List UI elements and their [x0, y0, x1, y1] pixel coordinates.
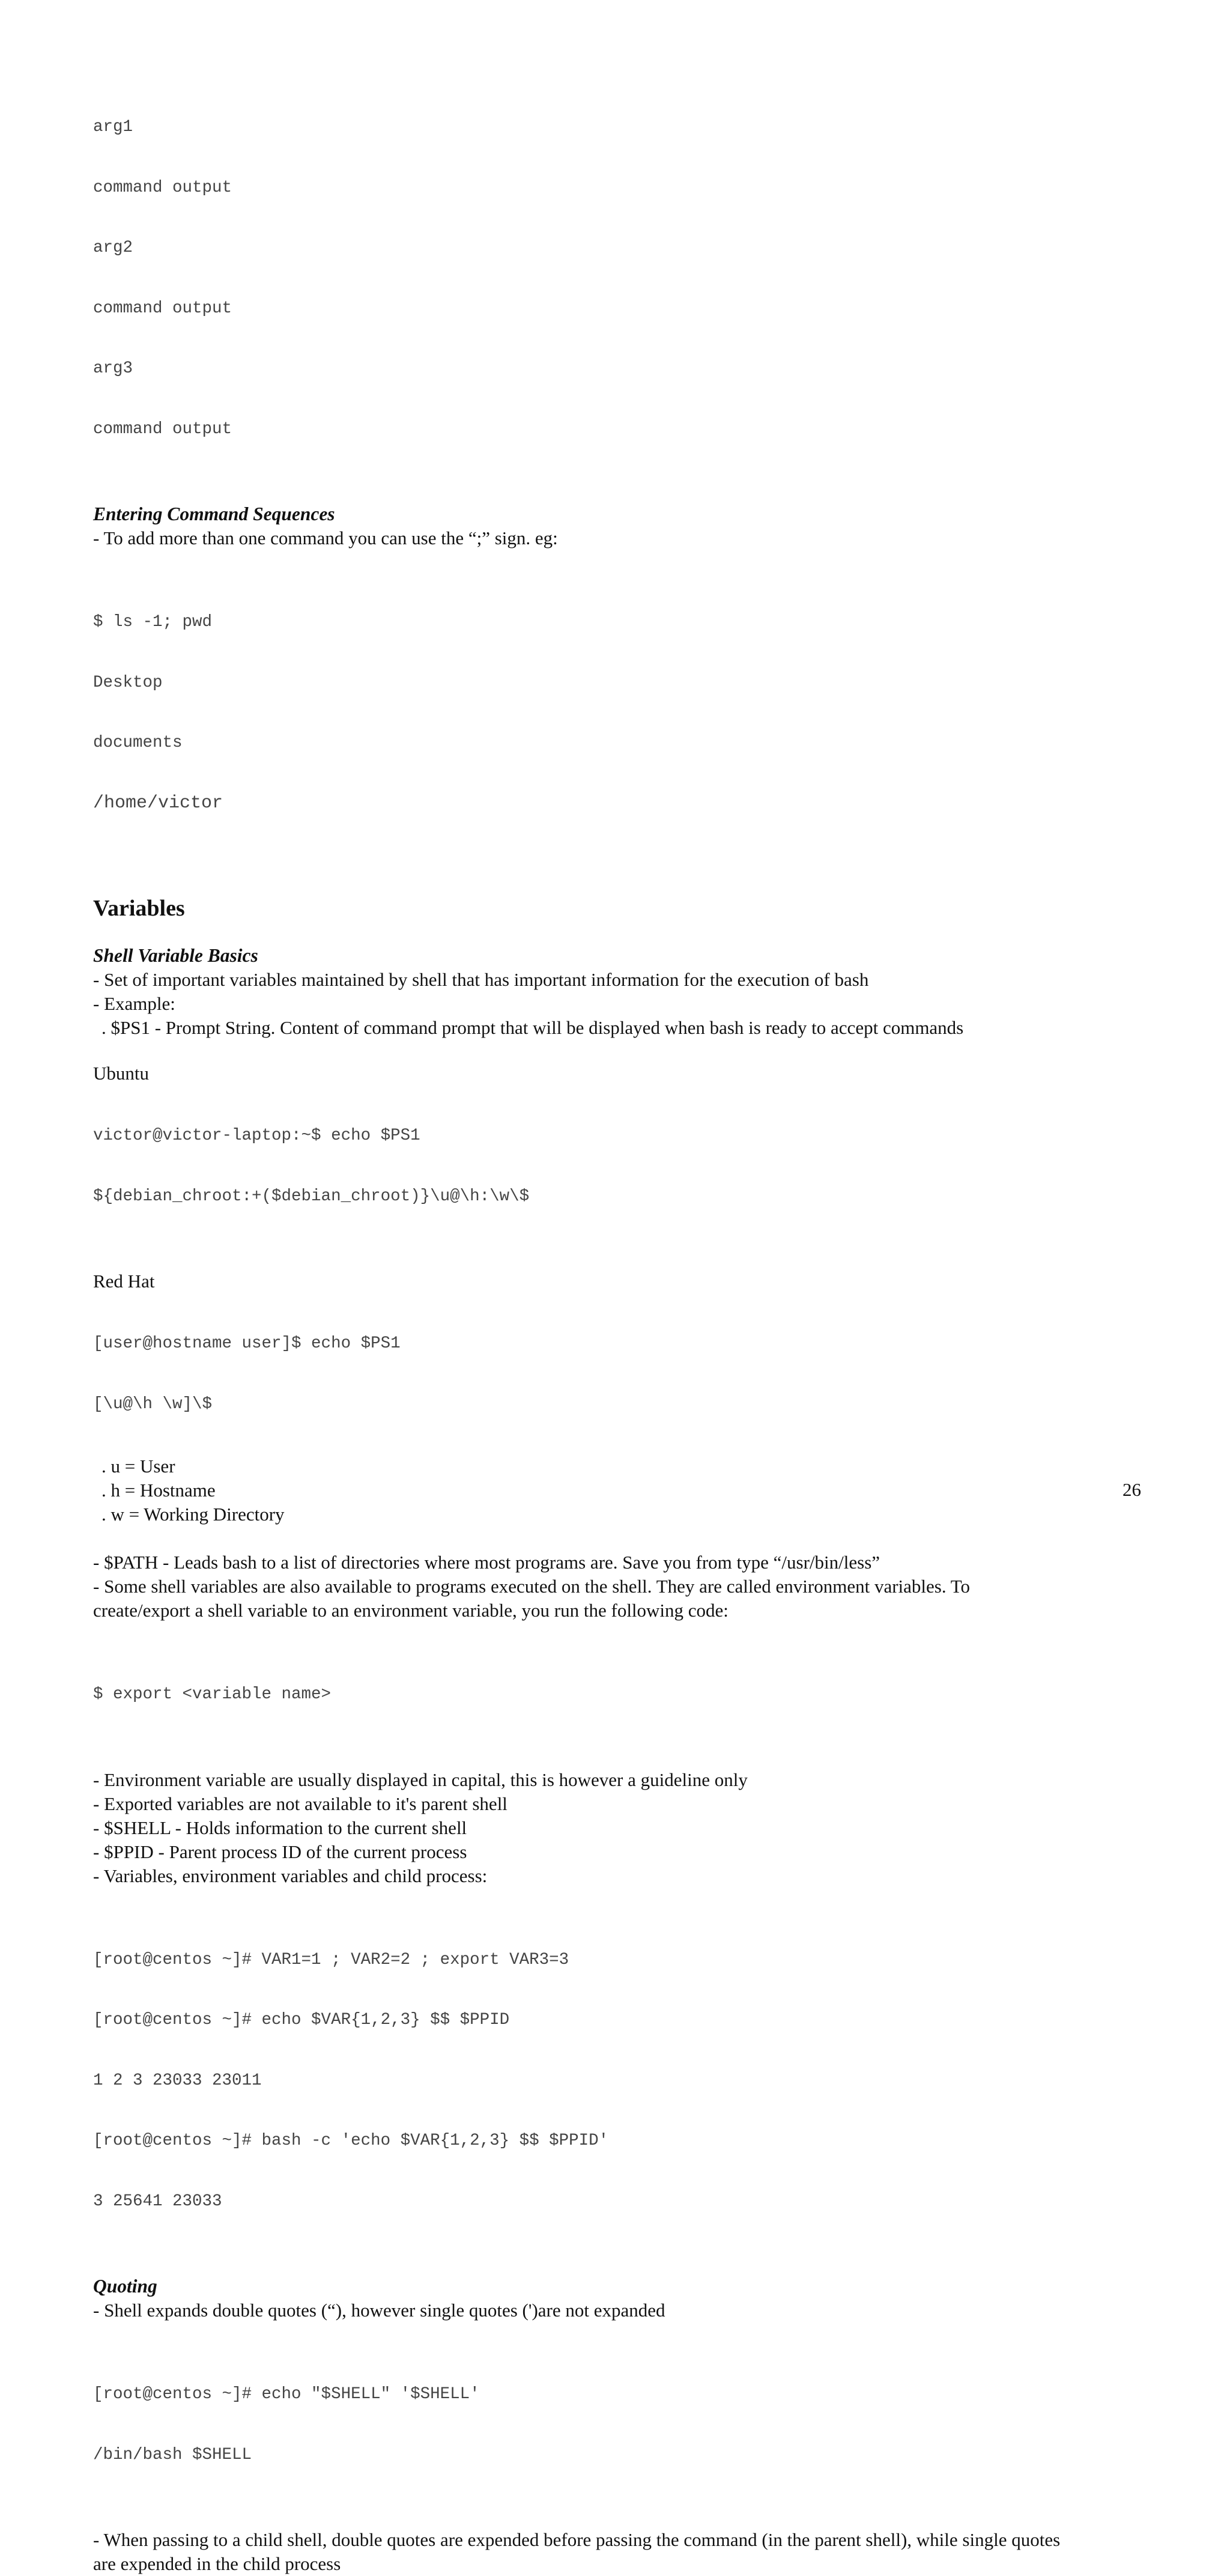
code-line: arg3 — [93, 359, 133, 378]
section-variables — [93, 895, 1138, 1040]
code-line: 1 2 3 23033 23011 — [93, 2071, 262, 2090]
paragraph-line: - $PPID - Parent process ID of the current process — [93, 1841, 467, 1862]
code-line: arg1 — [93, 118, 133, 136]
path-paragraph — [93, 1551, 1138, 1623]
paragraph-line: - Environment variable are usually displayed in capital, this is however a guideline only — [93, 1769, 748, 1790]
code-line: [root@centos ~]# echo $VAR{1,2,3} $$ $PPID — [93, 2011, 510, 2029]
subheading: Entering Command Sequences — [93, 503, 335, 524]
code-block-env — [93, 1910, 1138, 2252]
code-line: [root@centos ~]# echo "$SHELL" '$SHELL' — [93, 2385, 480, 2404]
page-number: 26 — [1122, 1479, 1141, 1500]
code-block-quoting — [93, 2344, 1138, 2505]
paragraph-line: - When passing to a child shell, double quotes are expended before passing the command (in the parent shell), while single quotes — [93, 2529, 1061, 2550]
code-line: [user@hostname user]$ echo $PS1 — [93, 1334, 401, 1353]
example-label: Ubuntu — [93, 1063, 149, 1084]
example-label: Red Hat — [93, 1271, 155, 1292]
code-block-args — [93, 77, 1138, 479]
paragraph-line: - $SHELL - Holds information to the current shell — [93, 1817, 467, 1838]
code-line: [root@centos ~]# bash -c 'echo $VAR{1,2,3} $$ $PPID' — [93, 2131, 609, 2150]
quoting-closing-paragraph — [93, 2528, 1138, 2576]
document-page — [93, 77, 1138, 2576]
environment-list — [93, 1768, 1138, 1888]
code-line: [root@centos ~]# VAR1=1 ; VAR2=2 ; export VAR3=3 — [93, 1950, 569, 1969]
code-line: arg2 — [93, 238, 133, 257]
section-heading: Variables — [93, 896, 185, 921]
list-item: . u = User — [101, 1456, 175, 1477]
code-line: $ export <variable name> — [93, 1685, 332, 1704]
paragraph-line: - Shell expands double quotes (“), however single quotes (')are not expanded — [93, 2300, 665, 2321]
code-block-ubuntu — [93, 1086, 1138, 1247]
code-line: Desktop — [93, 673, 163, 692]
list-item: . h = Hostname — [101, 1480, 216, 1501]
paragraph-line: - Variables, environment variables and child process: — [93, 1865, 488, 1886]
code-line: command output — [93, 419, 232, 439]
subheading: Shell Variable Basics — [93, 945, 258, 966]
code-line: ${debian_chroot:+($debian_chroot)}\u@\h:\w\$ — [93, 1186, 530, 1206]
code-line: documents — [93, 734, 183, 752]
paragraph-line: are expended in the child process — [93, 2553, 341, 2574]
paragraph-line: - Exported variables are not available to it's parent shell — [93, 1793, 507, 1814]
code-line: 3 25641 23033 — [93, 2192, 222, 2211]
section-quoting — [93, 2274, 1138, 2322]
prompt-escape-list — [93, 1454, 1138, 1526]
code-line: victor@victor-laptop:~$ echo $PS1 — [93, 1126, 420, 1145]
code-line: /home/victor — [93, 792, 223, 813]
list-item: . w = Working Directory — [101, 1504, 285, 1525]
code-block-export — [93, 1644, 1138, 1745]
paragraph-line: - To add more than one command you can use the “;” sign. eg: — [93, 527, 558, 548]
code-line: command output — [93, 299, 232, 318]
code-line: command output — [93, 178, 232, 197]
paragraph-line: - Some shell variables are also available to programs executed on the shell. They are called environment variables. To — [93, 1576, 971, 1597]
paragraph-line: create/export a shell variable to an environment variable, you run the following code: — [93, 1600, 729, 1621]
code-line: $ ls -1; pwd — [93, 613, 213, 631]
code-block-redhat — [93, 1293, 1138, 1454]
code-line: /bin/bash $SHELL — [93, 2445, 252, 2464]
paragraph-line: - Example: — [93, 993, 175, 1014]
subheading: Quoting — [93, 2276, 157, 2297]
paragraph-line: - Set of important variables maintained by shell that has important information for the execution of bash — [93, 969, 869, 990]
code-block-sequence — [93, 572, 1138, 854]
redhat-example — [93, 1269, 1138, 1293]
section-command-sequences — [93, 502, 1138, 550]
code-line: [\u@\h \w]\$ — [93, 1394, 213, 1414]
paragraph-line: - $PATH - Leads bash to a list of directories where most programs are. Save you from type “/usr/bin/less” — [93, 1552, 880, 1573]
list-item: . $PS1 - Prompt String. Content of command prompt that will be displayed when bash is ready to accept commands — [101, 1017, 964, 1038]
ubuntu-example — [93, 1062, 1138, 1086]
